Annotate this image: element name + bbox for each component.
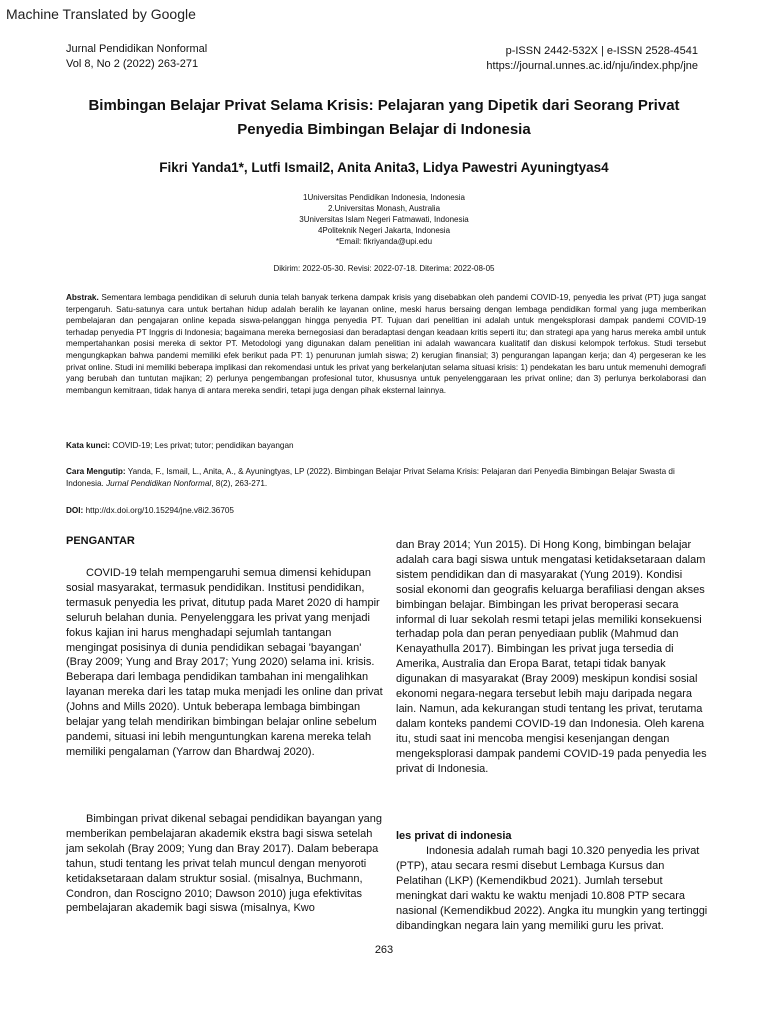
translation-banner: Machine Translated by Google	[6, 6, 196, 22]
doi-label: DOI:	[66, 506, 84, 515]
affiliation-4: 4Politeknik Negeri Jakarta, Indonesia	[317, 226, 451, 235]
journal-issn: p-ISSN 2442-532X | e-ISSN 2528-4541	[505, 45, 698, 57]
affiliations	[40, 192, 728, 247]
author-list: Fikri Yanda1*, Lutfi Ismail2, Anita Anita3, Lidya Pawestri Ayuningtyas4	[159, 160, 609, 175]
journal-info-right	[486, 44, 698, 74]
journal-volume: Vol 8, No 2 (2022) 263-271	[66, 58, 199, 70]
keywords	[66, 441, 706, 450]
doi	[66, 506, 706, 515]
paper-title: Bimbingan Belajar Privat Selama Krisis: Pelajaran yang Dipetik dari Seorang Privat Penyedia Bimbingan Belajar di Indonesia	[88, 97, 680, 138]
body-paragraph-3: dan Bray 2014; Yun 2015). Di Hong Kong, bimbingan belajar adalah cara bagi siswa untuk mengatasi ketidaksetaraan dalam sistem pendidikan dan di masyarakat (Yung 2019). Kondisi sosial ekonomi dan geografis keluarga berafiliasi dengan akses bimbingan belajar. Bimbingan les privat beroperasi secara informal di luar sekolah resmi tetapi jelas memiliki konsekuensi terhadap pola dan peran penyediaan publik (Mahmud dan Kenayathulla 2017). Bimbingan les privat juga tersedia di Amerika, Australia dan Eropa Barat, tetapi tidak banyak digunakan di masyarakat (Bray 2009) meskipun kondisi sosial ekonomi negara-negara tersebut lebih maju daripada negara lain. Namun, ada kekurangan studi tentang les privat, terutama dalam konteks pandemi COVID-19 dan Indonesia. Oleh karena itu, studi saat ini mencoba mengisi kesenjangan dengan mengeksplorasi dampak pandemi COVID-19 pada penyedia les privat di Indonesia.	[396, 539, 707, 775]
abstract-text: Sementara lembaga pendidikan di seluruh dunia telah banyak terkena dampak krisis yang disebabkan oleh pandemi COVID-19, penyedia les privat (PT) juga sangat terpengaruh. Satu-satunya cara untuk bertahan hidup adalah beralih ke layanan online, meski harus bersaing dengan lembaga pendidikan formal yang juga memberikan pembelajaran dan pengajaran online kepada siswa-pelanggan hingga penyedia PT. Tujuan dari penelitian ini adalah untuk mengeksplorasi dampak pandemi COVID-19 terhadap penyedia PT Inggris di Indonesia; bagaimana mereka bernegosiasi dan beradaptasi dengan keadaan kritis seperti itu; dan strategi apa yang harus mereka ambil untuk mempertahankan posisi mereka di sektor PT. Metodologi yang digunakan dalam penelitian ini adalah wawancara kualitatif dan diskusi kelompok terfokus. Studi tersebut mengungkapkan bahwa pandemi memiliki efek berikut pada PT: 1) penurunan jumlah siswa; 2) kerugian finansial; 3) pengurangan lapangan kerja; dan 4) pergeseran ke les privat online. Studi ini memiliki beberapa implikasi dan rekomendasi untuk les privat yang berkelanjutan selama situasi krisis: 1) pendekatan les baru untuk memenuhi demografi yang berubah dan tuntutan majikan; 2) perlunya pengembangan profesional tutor, khususnya untuk penyelenggaraan les privat online; dan 3) perlunya berkolaborasi dan membangun kemitraan, tidak hanya di antara mereka sendiri, tetapi juga dengan pihak eksternal lainnya.	[66, 293, 706, 395]
citation-tail: , 8(2), 263-271.	[211, 479, 268, 488]
affiliation-1: 1Universitas Pendidikan Indonesia, Indonesia	[303, 193, 465, 202]
abstract-label: Abstrak.	[66, 293, 99, 302]
keywords-label: Kata kunci:	[66, 441, 111, 450]
body-paragraph-4: Indonesia adalah rumah bagi 10.320 penyedia les privat (PTP), atau secara resmi disebut Lembaga Kursus dan Pelatihan (LKP) (Kemendikbud 2021). Jumlah tersebut meningkat dari waktu ke waktu menjadi 10.808 PTP secara nasional (Kemendikbud 2022). Angka itu mungkin yang tertinggi dibandingkan negara lain yang memiliki guru les privat.	[396, 845, 708, 932]
citation-text: Yanda, F., Ismail, L., Anita, A., & Ayuningtyas, LP (2022). Bimbingan Belajar Privat Selama Krisis: Pelajaran dari Penyedia Bimbingan Belajar Swasta di Indonesia.	[66, 467, 675, 488]
journal-url[interactable]: https://journal.unnes.ac.id/nju/index.php/jne	[486, 60, 698, 72]
citation-journal: Jurnal Pendidikan Nonformal	[106, 479, 212, 488]
body-paragraph-2: Bimbingan privat dikenal sebagai pendidikan bayangan yang memberikan pembelajaran akademik ekstra bagi siswa setelah jam sekolah (Bray 2009; Yung dan Bray 2017). Dalam beberapa tahun, studi tentang les privat telah muncul dengan menyoroti ketidaksetaraan dalam struktur sosial. (misalnya, Buchmann, Condron, dan Roscigno 2010; Dawson 2010) juga efektivitas pembelajaran akademik bagi siswa (misalnya, Kwo	[66, 813, 382, 915]
journal-info-left	[66, 42, 207, 72]
page-number: 263	[374, 944, 394, 956]
abstract	[66, 292, 706, 396]
section-heading: PENGANTAR	[66, 535, 135, 547]
affiliation-3: 3Universitas Islam Negeri Fatmawati, Indonesia	[299, 215, 469, 224]
keywords-text: COVID-19; Les privat; tutor; pendidikan bayangan	[112, 441, 294, 450]
journal-name: Jurnal Pendidikan Nonformal	[66, 43, 208, 55]
citation	[66, 466, 706, 490]
contact-email: *Email: fikriyanda@upi.edu	[335, 237, 433, 246]
doi-link[interactable]: http://dx.doi.org/10.15294/jne.v8i2.36705	[85, 506, 234, 515]
subsection-heading: les privat di indonesia	[396, 830, 512, 842]
submission-dates: Dikirim: 2022-05-30. Revisi: 2022-07-18. Diterima: 2022-08-05	[273, 264, 495, 273]
citation-label: Cara Mengutip:	[66, 467, 126, 476]
affiliation-2: 2.Universitas Monash, Australia	[327, 204, 441, 213]
body-paragraph-1: COVID-19 telah mempengaruhi semua dimensi kehidupan sosial masyarakat, termasuk pendidikan. Institusi pendidikan, termasuk penyedia les privat, ditutup pada Maret 2020 di hampir seluruh belahan dunia. Penyelenggara les privat yang menjadi fokus kajian ini harus menghadapi sejumlah tantangan mengingat posisinya di dunia pendidikan sebagai 'bayangan' (Bray 2009; Yung and Bray 2017; Yung 2020) selama ini. krisis. Beberapa dari lembaga pendidikan tambahan ini mengalihkan layanan mereka dari les tatap muka menjadi les online dan privat (Johns and Mills 2020). Untuk beberapa lembaga bimbingan belajar yang telah mendirikan bimbingan belajar online sebelum pandemi, situasi ini lebih menguntungkan karena mereka telah memiliki pengalaman (Yarrow dan Bhardwaj 2020).	[66, 567, 383, 758]
